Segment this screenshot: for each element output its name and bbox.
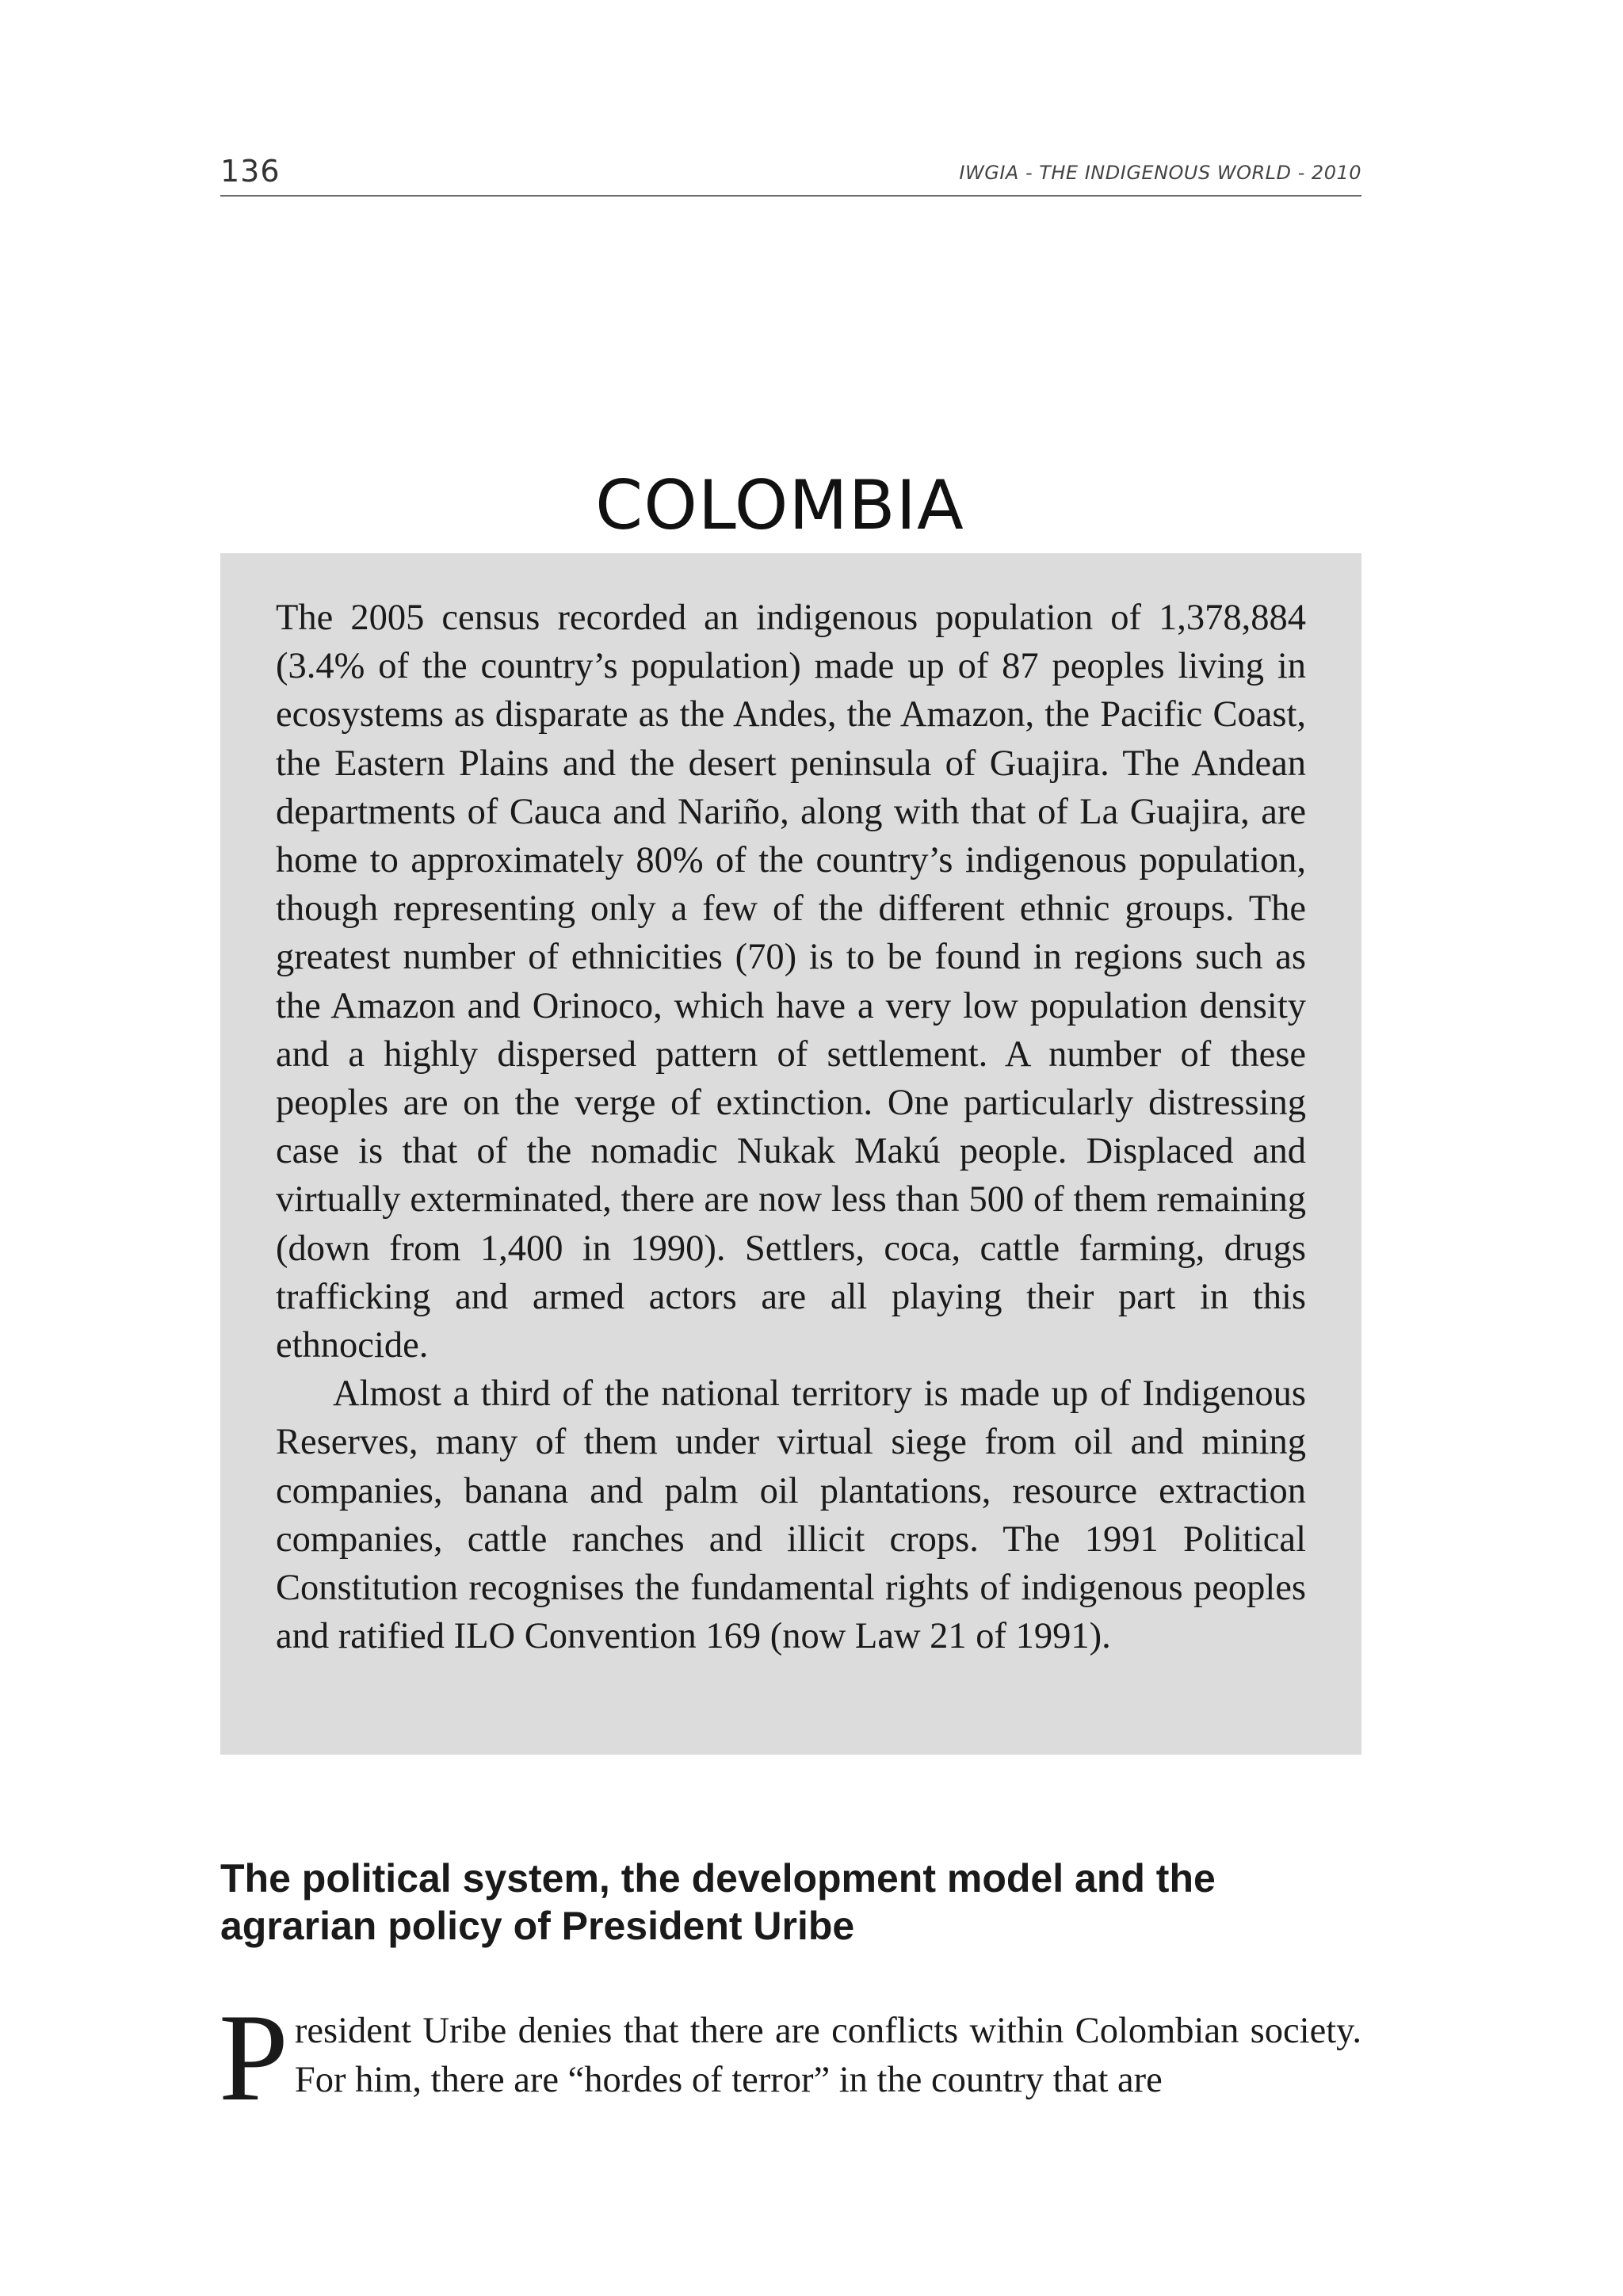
body-paragraph xyxy=(219,1988,1361,2127)
summary-paragraph-2: Almost a third of the national territory is made up of Indigenous Reserves, many of them under virtual siege from oil and mining companies, banana and palm oil plantations, resource extraction companies, cattle ranches and illicit crops. The 1991 Political Constitution recognises the fundamental rights of indigenous peoples and ratified ILO Convention 169 (now Law 21 of 1991). xyxy=(276,1373,1306,1657)
chapter-title-text: COLOMBIA xyxy=(595,465,964,545)
body-paragraph-text: resident Uribe denies that there are conflicts within Colombian society. For him, there are “hordes of terror” in the country that are xyxy=(294,2011,1361,2100)
section-heading: The political system, the development model and the agrarian policy of President Uribe xyxy=(220,1856,1216,1948)
running-head: IWGIA - THE INDIGENOUS WORLD - 2010 xyxy=(959,162,1361,184)
summary-box xyxy=(220,553,1361,1755)
chapter-title xyxy=(0,466,1623,545)
drop-cap: P xyxy=(219,1988,288,2127)
page-header xyxy=(220,147,1361,197)
page-number: 136 xyxy=(220,154,281,189)
summary-paragraph-1: The 2005 census recorded an indigenous population of 1,378,884 (3.4% of the country’s population) made up of 87 peoples living in ecosystems as disparate as the Andes, the Amazon, the Pacific Coast, the Eastern Plains and the desert peninsula of Guajira. The Andean departments of Cauca and Nariño, along with that of La Guajira, are home to approximately 80% of the country’s indigenous population, though representing only a few of the different ethnic groups. The greatest number of ethnicities (70) is to be found in regions such as the Amazon and Orinoco, which have a very low population density and a highly dispersed pattern of settlement. A number of these peoples are on the verge of extinction. One particularly distressing case is that of the nomadic Nukak Makú people. Displaced and virtually exterminated, there are now less than 500 of them remaining (down from 1,400 in 1990). Settlers, coca, cattle farming, drugs trafficking and armed actors are all playing their part in this ethnocide. xyxy=(276,598,1306,1366)
